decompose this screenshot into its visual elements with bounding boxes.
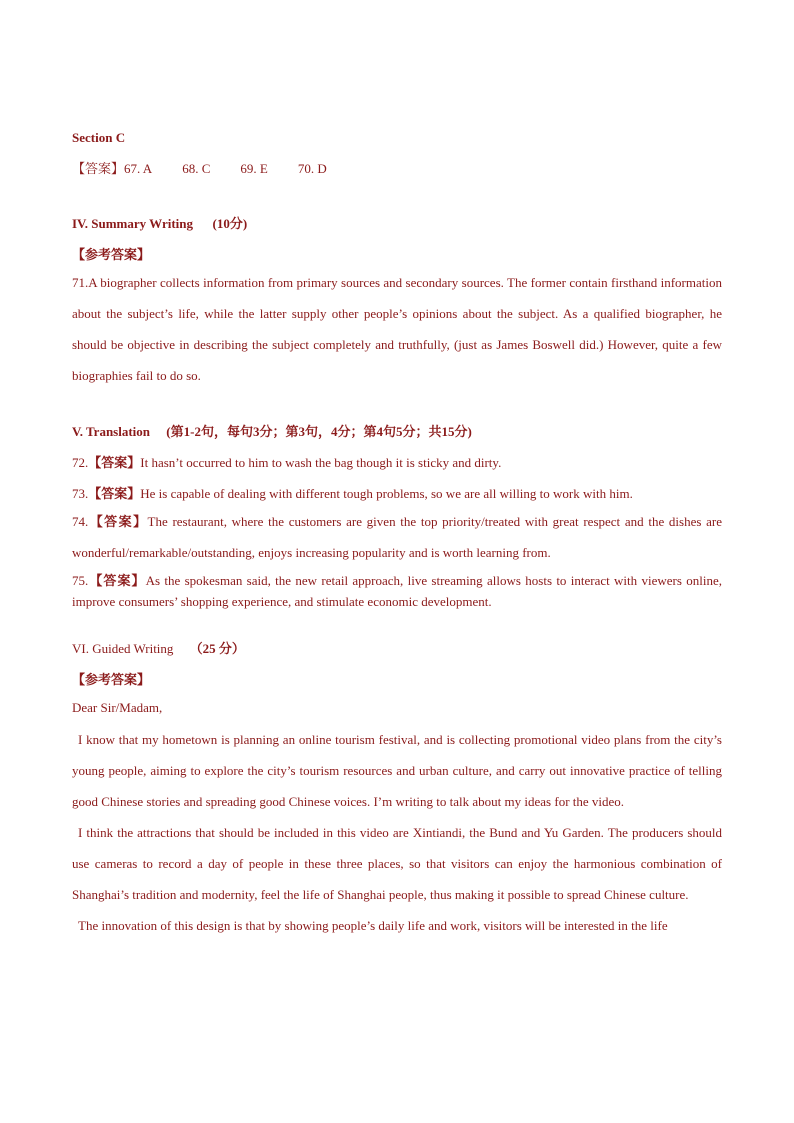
item-text: As the spokesman said, the new retail approach, live streaming allows hosts to interact with viewers online, improve consumers’ shopping experience, and stimulate economic development. [72, 573, 722, 609]
answer-tag: 【答案】 [88, 455, 141, 470]
translation-item-74 [72, 506, 722, 568]
translation-title: V. Translation [72, 424, 151, 439]
item-text: The restaurant, where the customers are given the top priority/treated with great respect and the dishes are wonderful/remarkable/outstanding, enjoys increasing popularity and is worth learning from. [72, 514, 722, 560]
answer-68: 68. C [182, 161, 211, 176]
guided-heading [72, 638, 722, 657]
guided-paragraph-2: I think the attractions that should be included in this video are Xintiandi, the Bund and Yu Garden. The producers should use cameras to record a day of people in these three places, so that visitors can enjoy the harmonious combination of Shanghai’s tradition and modernity, feel the life of Shanghai people, thus making it possible to spread Chinese culture. [72, 825, 722, 902]
guided-paragraph-3: The innovation of this design is that by showing people’s daily life and work, visitors will be interested in the life [78, 918, 668, 933]
item-number: 72. [72, 455, 89, 470]
section-c-heading: Section C [72, 130, 126, 145]
summary-ref-tag: 【参考答案】 [72, 247, 151, 262]
answer-tag: 【答案】 [88, 573, 146, 588]
guided-ref-tag: 【参考答案】 [72, 672, 151, 687]
guided-points: （25 分） [189, 641, 245, 656]
translation-points: (第1-2句，每句3分；第3句，4分；第4句5分；共15分) [166, 424, 472, 439]
item-text: It hasn’t occurred to him to wash the bag though it is sticky and dirty. [140, 455, 502, 470]
guided-title: VI. Guided Writing [72, 641, 174, 656]
translation-item-72 [72, 452, 722, 471]
item-number: 74. [72, 514, 89, 529]
answer-tag: 【答案】 [88, 514, 148, 529]
summary-answer: 71.A biographer collects information from primary sources and secondary sources. The former contain firsthand information about the subject’s life, while the latter supply other people’s opinions about the subject. As a qualified biographer, he should be objective in describing the subject completely and truthfully, (just as James Boswell did.) However, quite a few biographies fail to do so. [72, 275, 722, 383]
summary-title: IV. Summary Writing [72, 216, 193, 231]
item-text: He is capable of dealing with different tough problems, so we are all willing to work with him. [140, 486, 633, 501]
answer-tag: 【答案】 [72, 161, 125, 176]
section-c-answers [72, 158, 722, 177]
guided-paragraph-1: I know that my hometown is planning an online tourism festival, and is collecting promotional video plans from the city’s young people, aiming to explore the city’s tourism resources and urban culture, and carry out innovative practice of telling good Chinese stories and spreading good Chinese voices. I’m writing to talk about my ideas for the video. [72, 732, 722, 809]
translation-item-75 [72, 570, 722, 612]
answer-70: 70. D [297, 161, 327, 176]
answer-tag: 【答案】 [88, 486, 141, 501]
salutation: Dear Sir/Madam, [72, 700, 163, 715]
answer-67: 67. A [124, 161, 153, 176]
item-number: 75. [72, 573, 89, 588]
summary-heading [72, 213, 722, 232]
translation-item-73 [72, 483, 722, 502]
item-number: 73. [72, 486, 89, 501]
summary-points: (10分) [212, 216, 248, 231]
translation-heading [72, 421, 722, 440]
document-page [72, 130, 722, 941]
answer-69: 69. E [240, 161, 268, 176]
